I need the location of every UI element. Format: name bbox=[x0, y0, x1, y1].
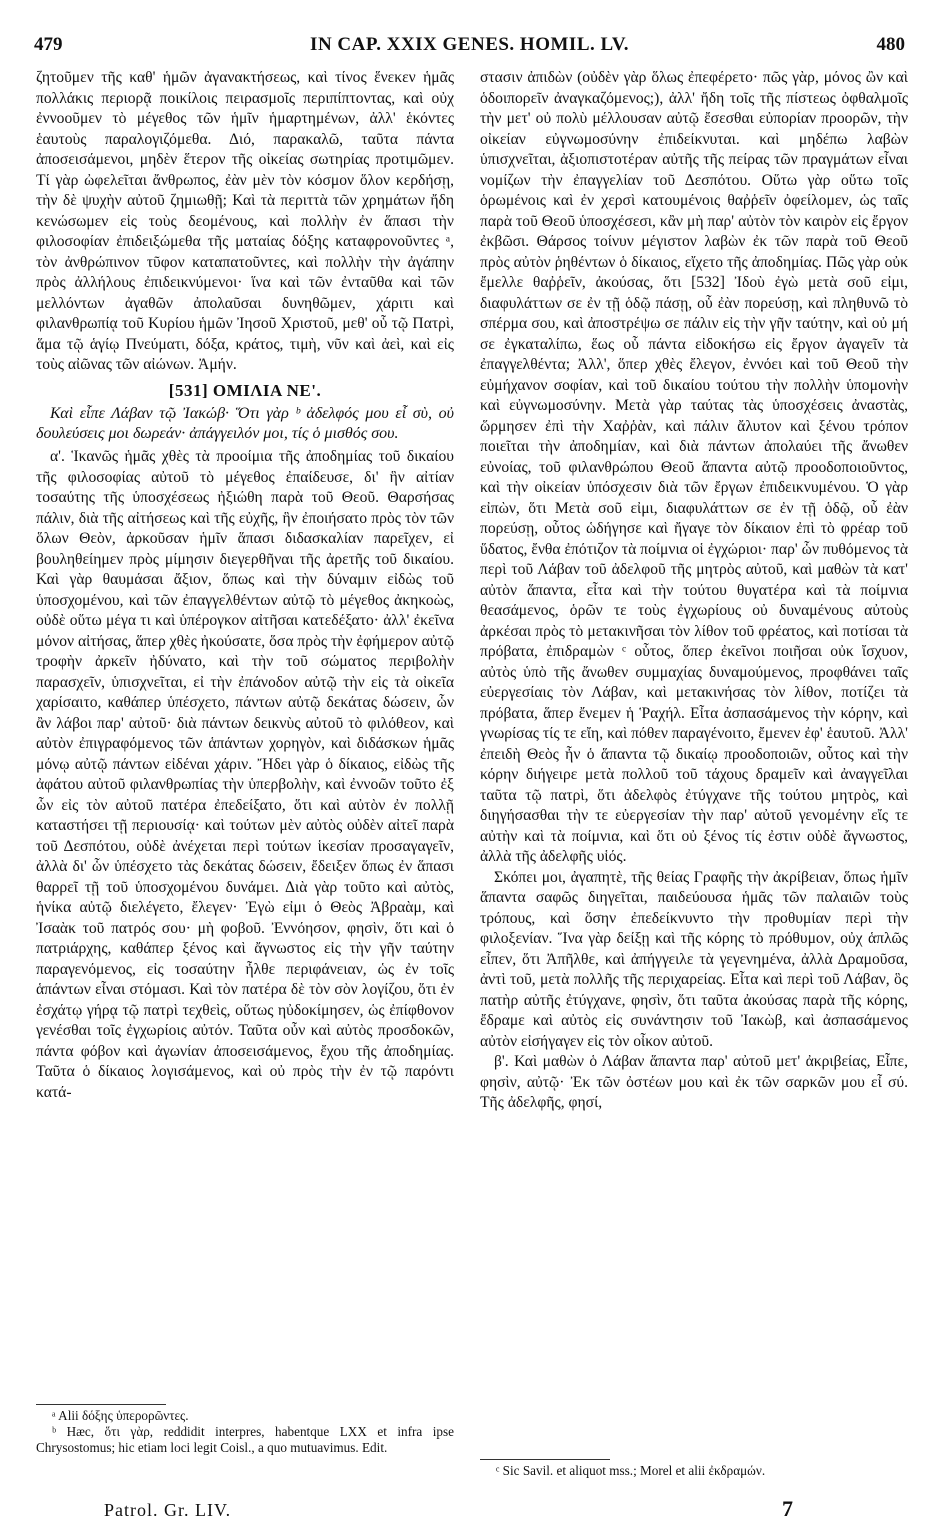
right-paragraph-3: β'. Καὶ μαθὼν ὁ Λάβαν ἅπαντα παρ' αὐτοῦ μετ' ἀκριβείας, Εἶπε, φησὶν, αὐτῷ· Ἐκ τῶν ὀστέων μου καὶ ἐκ τῶν σαρκῶν μου εἶ σύ. Τῆς ἀδελφῆς, φησί, bbox=[480, 1053, 908, 1111]
homily-title: [531] ΟΜΙΛΙΑ ΝΕ'. bbox=[168, 380, 322, 400]
right-paragraph-2: Σκόπει μοι, ἀγαπητὲ, τῆς θείας Γραφῆς τὴν ἀκρίβειαν, ὅπως ἡμῖν ἅπαντα σαφῶς διηγεῖται, παιδεύουσα ἡμᾶς τῶν παλαιῶν τοὺς τρόπους, καὶ ὅσην ἐπεδείκνυντο τὴν προθυμίαν περὶ τὴν φιλοξενίαν. Ἵνα γὰρ δείξῃ καὶ τῆς κόρης τὸ πρόθυμον, οὐχ ἁπλῶς εἶπεν, ὅτι Ἀπῆλθε, καὶ ἀπήγγειλε τὰ γεγενημένα, ἀλλὰ Δραμοῦσα, ἀντὶ τοῦ, μετὰ πολλῆς τῆς περιχαρείας. Εἶτα καὶ περὶ τοῦ Λάβαν, ὃς πατὴρ αὐτῆς ἐτύγχανε, φησὶν, ὅτι ταῦτα ἀκούσας παρὰ τῆς κόρης, ἔδραμε καὶ αὐτὸς εἰς συνάντησιν τοῦ Ἰακὼβ, καὶ ἀσπασάμενος αὐτὸν εἰσήγαγεν εἰς τὸν οἶκον αὐτοῦ. bbox=[480, 868, 908, 1050]
right-paragraph-1: στασιν ἀπιδὼν (οὐδὲν γὰρ ὅλως ἐπεφέρετο· πῶς γὰρ, μόνος ὢν καὶ ὁδοιπορεῖν ἀναγκαζόμενος;), ἀλλ' ἤδη τοῖς τῆς πίστεως ὀφθαλμοῖς τὴν μετ' οὐ πολὺ μέλλουσαν αὐτῷ ἔσεσθαι εὐπορίαν προορῶν, τὴν οἰκείαν εὐγνωμοσύνην ἐπιδείκνυται. καὶ μηδέπω λαβὼν ὑπισχνεῖται, ἀξιοπιστοτέραν αὐτῆς τῆς πείρας τῶν πραγμάτων εἶναι νομίζων τὴν ἐπαγγελίαν τοῦ Δεσπότου. Οὕτω γὰρ οὕτω τοῖς ὁρωμένοις καὶ ἐν χερσὶ κατουμένοις θαῤῥεῖν ὀφείλομεν, ὡς ταῖς παρὰ τοῦ Θεοῦ ὑποσχέσεσι, κἂν μὴ παρ' αὐτὸν τὸν καιρὸν εἰς ἔργον ἐκβῶσι. Θάρσος τοίνυν μέγιστον λαβὼν ἐκ τῶν παρὰ τοῦ Θεοῦ πρὸς αὐτὸν ῥηθέντων ὁ δίκαιος, εἴχετο τῆς ἀποδημίας. Πῶς γὰρ οὐκ ἔμελλε θαῤῥεῖν, ἀκούσας, ὅτι [532] Ἰδοὺ ἐγὼ μετὰ σοῦ εἰμι, διαφυλάττων σε ἐν τῇ ὁδῷ πάσῃ, οὗ ἐὰν πορεύσῃ, καὶ πληθυνῶ τὸ σπέρμα σου, καὶ ἀποστρέψω σε πάλιν εἰς τὴν γῆν ταύτην, καὶ οὐ μή σε ἐγκαταλίπω, ἕως οὗ πάντα εἰδοκήσω εἰς ἔργον ἀγαγεῖν τὰ ἐπαγγελθέντα; Ἀλλ', ὅπερ χθὲς ἔλεγον, ἐννόει καὶ τοῦ Θεοῦ τὴν εὐμήχανον σοφίαν, καὶ τοῦ δικαίου τούτου τὴν πολλὴν ὑπομονὴν καὶ εὐγνωμοσύνην. Μετὰ γὰρ ταύτας τὰς ὑποσχέσεις ἀναστὰς, ὥρμησεν ἐπὶ τὴν Χαῤῥὰν, καὶ πάλιν ἄλυτον καὶ ξένου τρόπον ποιεῖται τὴν ἀποδημίαν, καὶ διὰ πάντων ἀπολαύει τῆς ἄνωθεν εὐνοίας, τοῦ φιλανθρώπου Θεοῦ ἅπαντα αὐτῷ προοδοποιοῦντος, καὶ τὴν οἰκείαν ὑπόσχεσιν διὰ τῶν ἔργων ἐπιδεικνυμένου. Ὁ γὰρ εἰπὼν, ὅτι Μετὰ σοῦ εἰμι, διαφυλάττων σε ἐν τῇ ὁδῷ, οὗ ἐὰν πορεύσῃ, οὗτος ὡδήγησε καὶ ἤγαγε τὸν δίκαιον ἐπὶ τὸ φρέαρ τοῦ ὕδατος, ἔνθα ἐπότιζον τὰ ποίμνια οἱ ἐγχώριοι· παρ' ὧν πυθόμενος τὰ περὶ τοῦ Λάβαν τοῦ ἀδελφοῦ τῆς μητρὸς αὐτοῦ, καὶ μαθὼν τὰ κατ' αὐτὸν ἅπαντα, εἶτα καὶ τὴν τούτου θυγατέρα καὶ τὰ ποίμνια θεασάμενος, ὁρῶν τε τοὺς ἐγχωρίους οὐ δυναμένους αὐτοὺς ἀρκέσαι πρὸς τὸ μετακινῆσαι τὸν λίθον τοῦ φρέατος, καὶ ποτίσαι τὰ πρόβατα, ἐπιδραμὼν ᶜ οὗτος, ὅπερ ἐκεῖνοι ποιῆσαι οὐκ ἴσχυον, αὐτὸς ὑπὸ τῆς ἄνωθεν συμμαχίας δυναμούμενος, προφθάνει ταῖς εὐεργεσίαις τὸν Λάβαν, καὶ μετακινήσας τὸν λίθον, ποτίζει τὰ πρόβατα, ἅπερ ἔνεμεν ἡ Ῥαχήλ. Εἶτα ἀσπασάμενος τὴν κόρην, καὶ γνωρίσας τίς τε εἴη, καὶ πόθεν παραγένοιτο, ἔμενεν ἐφ' ἑαυτοῦ. Ἀλλ' ἐπειδὴ Θεὸς ἦν ὁ ἅπαντα τῷ δικαίῳ προοδοποιῶν, οὗτος καὶ τὴν κόρην διήγειρε μετὰ πολλοῦ τοῦ τάχους δραμεῖν καὶ ἀναγγεῖλαι ταῦτα τῷ πατρὶ, ὅτι ἀδελφὸς ἐτύγχανε τῆς τούτου μητρὸς, καὶ διηγήσασθαι τὴν τε εὐεργεσίαν τὴν παρ' αὐτοῦ γενομένην εἴς τε αὐτὴν καὶ τὰ ποίμνια, καὶ ὅτι οὐ ξένος τίς ἐστιν οὐδὲ ἄγνωστος, ἀλλὰ τῆς ἀδελφῆς υἱός. bbox=[480, 69, 908, 865]
sheet-mark: 7 bbox=[782, 1496, 793, 1521]
page-number-right: 480 bbox=[876, 34, 905, 55]
footnote-c: ᶜ Sic Savil. et aliquot mss.; Morel et alii ἐκδραμών. bbox=[496, 1463, 766, 1478]
left-paragraph-1: ζητοῦμεν τῆς καθ' ἡμῶν ἀγανακτήσεως, καὶ τίνος ἕνεκεν ἡμᾶς πολλάκις περιορᾷ ποικίλοις πειρασμοῖς περιπίπτοντας, καὶ οὐχ ἐννοοῦμεν τὸ μέγεθος τῶν ἡμῖν ἡμαρτημένων, ἀλλ' ἑκόντες ἑαυτοὺς παραλογιζόμεθα. Διό, παρακαλῶ, ταῦτα πάντα ἀποσεισάμενοι, μηδὲν ἕτερον τῆς οἰκείας σωτηρίας προτιμῶμεν. Τί γὰρ ὠφελεῖται ἄνθρωπος, ἐὰν μὲν τὸν κόσμον ὅλον κερδήσῃ, τὴν δὲ ψυχὴν αὐτοῦ ζημιωθῇ; Καὶ τὰ περιττὰ τῶν χρημάτων ἤδη κενώσωμεν εἰς τοὺς δεομένους, καὶ πολλὴν ἐν ἅπασι τὴν φιλοσοφίαν ἐπιδειξώμεθα τῆς ματαίας δόξης καταφρονοῦντες ᵃ, τὸν ἀνθρώπινον τῦφον καταπατοῦντες, καὶ πολλὴν τὴν ἀγάπην πρὸς ἀλλήλους ἐπιδεικνύμενοι· ἵνα καὶ τῶν ἐνταῦθα καὶ τῶν μελλόντων ἀγαθῶν ἀπολαῦσαι δυνηθῶμεν, χάριτι καὶ φιλανθρωπίᾳ τοῦ Κυρίου ἡμῶν Ἰησοῦ Χριστοῦ, μεθ' οὗ τῷ Πατρὶ, ἅμα τῷ ἁγίῳ Πνεύματι, δόξα, κράτος, τιμὴ, νῦν καὶ ἀεὶ, καὶ εἰς τοὺς αἰῶνας τῶν αἰώνων. Ἀμήν. bbox=[36, 69, 454, 373]
running-header bbox=[34, 34, 905, 60]
left-column bbox=[36, 68, 454, 1103]
footnote-b: ᵇ Hæc, ὅτι γὰρ, reddidit interpres, habentque LXX et infra ipse Chrysostomus; hic etiam loci legit Coisl., a quo mutuavimus. Edit. bbox=[36, 1424, 454, 1455]
footnote-a: ᵃ Alii δόξης ὑπερορῶντες. bbox=[52, 1408, 189, 1423]
footnotes-left bbox=[36, 1408, 454, 1456]
page-number-left: 479 bbox=[34, 34, 63, 55]
footnote-rule-right bbox=[480, 1459, 610, 1460]
right-column bbox=[480, 68, 908, 1114]
running-title: IN CAP. XXIX GENES. HOMIL. LV. bbox=[310, 34, 629, 55]
footnotes-right bbox=[480, 1463, 908, 1479]
left-paragraph-2: α'. Ἱκανῶς ἡμᾶς χθὲς τὰ προοίμια τῆς ἀποδημίας τοῦ δικαίου τῆς φιλοσοφίας αὐτοῦ τὸ μέγεθος ἐπαίδευσε, δι' ἣν αἰτίαν τοσαύτης τῆς ὑποσχέσεως ἠξιώθη παρὰ τοῦ Θεοῦ. Θαρσήσας πάλιν, διὰ τῆς αἰτήσεως καὶ τῆς εὐχῆς, ἣν ἐποιήσατο πρὸς τὸν τῶν ὅλων Θεὸν, ἀρκοῦσαν ἡμῖν ἅπασι διδασκαλίαν παρεῖχεν, εἰ βουληθείημεν πρὸς μίμησιν διεγερθῆναι τῆς ἀρετῆς τοῦ δικαίου. Καὶ γὰρ θαυμάσαι ἄξιον, ὅπως καὶ τὴν δύναμιν εἰδὼς τοῦ ὑποσχομένου, καὶ τῶν ἐπαγγελθέντων αὐτῷ τὸ μέγεθος ἀκηκοὼς, οὐδὲ οὕτω μέγα τι καὶ ὑπέρογκον αἰτῆσαι κατεδέξατο· ἀλλ' ἐκεῖνα μόνον αἰτήσας, ἅπερ χθὲς ἠκούσατε, ὅσα πρὸς τὴν ἐφήμερον αὐτῷ τροφὴν ἀρκεῖν ἠδύνατο, καὶ τὴν τοῦ σώματος περιβολὴν παρασχεῖν, ὑπισχνεῖται, εἰ τὴν ἐπάνοδον αὐτῷ τὴν εἰς τὰ οἰκεῖα χαρίσαιτο, καθάπερ ὑπέσχετο, πάντων αὐτῷ δεκάτας δώσειν, ὧν ἂν λάβοι παρ' αὐτοῦ· διὰ πάντων δεικνὺς αὐτοῦ τὸ φιλόθεον, καὶ αὐτὸν ἐπιγραφόμενος τῶν ἁπάντων χορηγὸν, καὶ διδάσκων ἡμᾶς μόνῳ αὐτῷ πάντων εἰδέναι χάριν. Ἤδει γὰρ ὁ δίκαιος, εἰδὼς τῆς ἀφάτου αὐτοῦ φιλανθρωπίας τὴν ὑπερβολὴν, καὶ ἐννοῶν τοῦτο ἐξ ὧν εἰς τὸν αὐτοῦ πατέρα ἐπεδείξατο, ὅτι καὶ αὐτὸν ἐν πολλῇ καταστήσει τῇ περιουσίᾳ· καὶ τούτων μὲν αὐτὸς οὐδὲν αἰτεῖ παρὰ τοῦ Δεσπότου, οὐδὲ ἀνέχεται περὶ τούτων ἱκεσίαν προσαγαγεῖν, ἀλλὰ δι' ὧν ὑπέσχετο τὰς δεκάτας δώσειν, ἔδειξεν ὅπως ἐν ἅπασι θαρρεῖ τῇ τοῦ ὑποσχομένου δυνάμει. Διὰ γὰρ τοῦτο καὶ αὐτὸς, ἡνίκα αὐτῷ διελέγετο, ἔλεγεν· Ἐγὼ εἰμι ὁ Θεὸς Ἀβραὰμ, καὶ Ἰσαὰκ τοῦ πατρός σου· μὴ φοβοῦ. Ἐννόησον, φησὶν, ὅτι καὶ ὁ πατριάρχης, καθάπερ ξένος καὶ ἄγνωστος εἰς τὴν γῆν ταύτην παραγενόμενος, εἰς τοσαύτην ἦλθε περιφάνειαν, ὡς ἐν τοῖς ἁπάντων εἶναι στόμασι. Καὶ τὸν πατέρα δὲ τὸν σὸν λογίζου, ὅτι ἐν ἐσχάτῳ γήρᾳ τῷ πατρὶ τεχθεὶς, οὕτως ηὐδοκίμησεν, ὡς ἐπίφθονον γενέσθαι τοῖς ἐγχωρίοις αὐτόν. Ταῦτα οὖν καὶ αὐτὸς προσδοκῶν, πάντα φόβον καὶ ἀγωνίαν ἀποσεισάμενος, ἔχου τῆς ἀποδημίας. Ταῦτα ὁ δίκαιος λογισάμενος, καὶ οὐ πρὸς τὴν ἐν τῷ παρόντι κατά- bbox=[36, 448, 454, 1101]
scripture-lemma: Καὶ εἶπε Λάβαν τῷ Ἰακώβ· Ὅτι γὰρ ᵇ ἀδελφός μου εἶ σὺ, οὐ δουλεύσεις μοι δωρεάν· ἀπάγγειλόν μοι, τίς ὁ μισθός σου. bbox=[36, 405, 454, 442]
footnote-rule-left bbox=[36, 1404, 166, 1405]
volume-signature: Patrol. Gr. LIV. bbox=[104, 1500, 232, 1520]
